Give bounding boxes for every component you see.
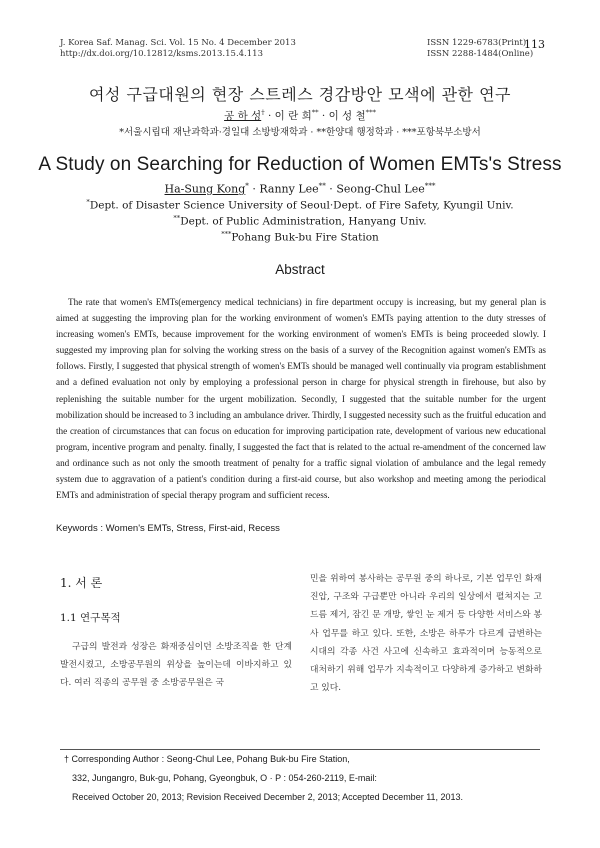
english-authors: Ha-Sung Kong* · Ranny Lee** · Seong-Chul Lee*** — [164, 181, 436, 196]
subsection-heading: 1.1 연구목적 — [60, 612, 121, 624]
keywords — [56, 523, 546, 534]
english-author-1: Ha-Sung Kong — [164, 182, 246, 196]
affiliation-text: Dept. of Public Administration, Hanyang Univ. — [180, 215, 427, 228]
affiliation-text: Pohang Buk-bu Fire Station — [231, 231, 379, 244]
footnote — [64, 750, 554, 807]
running-header-right — [427, 38, 533, 60]
korean-authors: 공 하 성† · 이 란 희** · 이 성 철*** — [224, 108, 376, 122]
english-affiliation-1 — [0, 198, 600, 212]
korean-author-2: 이 란 희 — [274, 110, 312, 122]
affiliation-text: Dept. of Disaster Science University of Seoul·Dept. of Fire Safety, Kyungil Univ. — [89, 199, 514, 212]
page-number: 113 — [524, 38, 545, 51]
author-mark: *** — [365, 108, 376, 117]
footnote-author-text: Corresponding Author : Seong-Chul Lee, Pohang Buk-bu Fire Station, — [71, 754, 350, 764]
korean-affiliations: *서울시립대 재난과학과·경일대 소방방재학과 · **한양대 행정학과 · ***포항북부소방서 — [119, 127, 481, 138]
english-affiliation-2 — [0, 214, 600, 228]
author-mark: ** — [311, 108, 319, 117]
abstract-heading: Abstract — [275, 262, 325, 277]
abstract-body: The rate that women's EMTs(emergency medical technicians) in fire department occupy is increasing, but my general plan is aimed at suggesting the improving plan for the working environment of women's EMTs paying attention to the duty stresses of increasing women's EMTs, because improvement for the working environment of women's EMTs is being proceeded slowly. I suggested my improving plan for solving the working stress on the basis of a survey of the Recognition against women's EMTs as follows. Firstly, I suggested that physical strength of women's EMTs should be managed well continually via program establishment and a defined evaluation not only by employing a professional person in charge for physical strength in firehouse, but also by replenishing the suitable number for the urgent mobilization. Secondly, I suggested that the suitable number for the urgent mobilization should be increased to 3 including an ambulance driver. Thirdly, I suggested necessity such as the fruitful education and the creation of circumstances that can focus on education for improving participation rate, development of various new educational program, incentive program and penalty. finally, I suggested the fact that is related to the actual re-amendment of the concerned law and ordinance such as not only the smooth treatment of penalty for a traffic signal violation of ambulance and the legal remedy system due to aggravation of a patient's condition during a first-aid course, but also workshop and meeting among the periodical EMTs and administration of special therapy program and sufficient recess. — [56, 297, 546, 501]
affiliation-mark: *** — [221, 230, 232, 238]
author-mark: ** — [318, 181, 326, 190]
affiliation-mark: * — [86, 198, 90, 206]
english-author-2: Ranny Lee — [259, 182, 319, 196]
body-left-column: 구급의 발전과 성장은 화재중심이던 소방조직을 한 단계 발전시켰고, 소방공무원의 위상을 높이는데 이바지하고 있다. 여러 직종의 공무원 중 소방공무원은 국 — [60, 642, 292, 689]
keywords-label: Keywords : — [56, 523, 106, 534]
english-title: A Study on Searching for Reduction of Women EMTs's Stress — [38, 154, 562, 175]
english-author-3: Seong-Chul Lee — [336, 182, 425, 196]
section-heading: 1. 서 론 — [60, 576, 103, 590]
korean-title: 여성 구급대원의 현장 스트레스 경감방안 모색에 관한 연구 — [88, 85, 512, 104]
footnote-line-2: 332, Jungangro, Buk-gu, Pohang, Gyeongbuk, O · P : 054-260-2119, E-mail: — [72, 773, 377, 783]
body-right-column: 민을 위하여 봉사하는 공무원 중의 하나로, 기본 업무인 화재진압, 구조와 구급뿐만 아니라 우리의 일상에서 펼쳐지는 고드름 제거, 잠긴 문 개방, 쌓인 눈 제거 등 다양한 서비스와 봉사 업무를 하고 있다. 또한, 소방은 하루가 다르게 급변하는 시대의 각종 사건 사고에 신속하고 효과적이며 능동적으로 대처하기 위해 업무가 지속적이고 다양하게 증가하고 변화하고 있다. — [310, 574, 542, 694]
issn-online: ISSN 2288-1484(Online) — [427, 49, 534, 59]
footnote-line-1 — [64, 750, 554, 769]
author-mark: *** — [424, 181, 436, 190]
korean-author-1: 공 하 성 — [224, 110, 262, 122]
english-affiliation-3 — [0, 230, 600, 244]
doi-link[interactable]: http://dx.doi.org/10.12812/ksms.2013.15.4.113 — [60, 49, 263, 59]
author-mark: * — [245, 181, 249, 190]
footnote-mark: † — [64, 754, 70, 764]
footnote-line-3: Received October 20, 2013; Revision Received December 2, 2013; Accepted December 11, 2013. — [72, 792, 464, 802]
author-mark: † — [261, 108, 265, 117]
affiliation-mark: ** — [173, 214, 181, 222]
journal-citation: J. Korea Saf. Manag. Sci. Vol. 15 No. 4 December 2013 — [60, 38, 296, 48]
korean-author-3: 이 성 철 — [328, 110, 366, 122]
running-header-left — [60, 38, 296, 60]
keywords-list: Women's EMTs, Stress, First-aid, Recess — [105, 523, 280, 534]
issn-print: ISSN 1229-6783(Print) — [427, 38, 527, 48]
